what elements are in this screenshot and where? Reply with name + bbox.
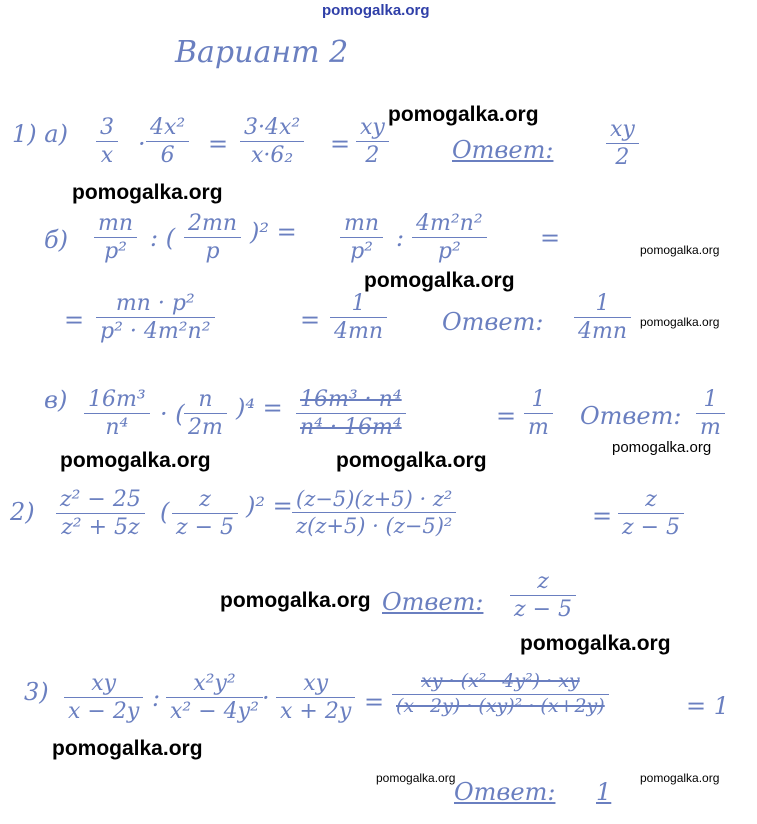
p1c-fraction-3: [296, 388, 406, 439]
multiply-sign: · (: [160, 400, 185, 428]
denominator: x: [100, 143, 114, 169]
p3-fraction-4: [392, 672, 609, 717]
fraction-bar: [330, 317, 387, 318]
fraction-bar: [184, 413, 227, 414]
p1b-fraction-1: [94, 212, 137, 263]
numerator: mn: [344, 211, 380, 236]
equals-sign: =: [496, 402, 517, 430]
denominator: 4mn: [578, 319, 628, 345]
answer-label: Ответ:: [442, 308, 544, 336]
denominator: n⁴: [105, 415, 129, 441]
p1b-fraction-4: [412, 212, 487, 263]
denominator: n⁴ · 16m⁴: [300, 415, 402, 441]
denominator: p²: [350, 239, 373, 265]
numerator: 3·4x²: [244, 115, 301, 140]
p3-result: = 1: [686, 692, 730, 720]
squared-paren: )² =: [246, 492, 293, 520]
numerator: 4m²n²: [416, 211, 483, 236]
denominator: 4mn: [334, 319, 384, 345]
denominator: z − 5: [514, 597, 573, 623]
denominator: p² · 4m²n²: [100, 319, 211, 345]
site-watermark[interactable]: pomogalka.org: [220, 589, 371, 612]
denominator: x·6₂: [251, 143, 294, 169]
problem-1c-label: в): [44, 386, 68, 414]
numerator: 2mn: [188, 211, 238, 236]
numerator: mn: [98, 211, 134, 236]
numerator: (z−5)(z+5) · z²: [296, 487, 453, 511]
numerator: z: [645, 487, 657, 512]
fraction-bar: [340, 237, 383, 238]
numerator: mn · p²: [115, 291, 195, 316]
p3-fraction-2: [166, 672, 263, 723]
numerator: xy · (x²−4y²) · xy: [421, 670, 580, 692]
fraction-bar: [94, 237, 137, 238]
denominator: x − 2y: [68, 699, 140, 725]
site-watermark[interactable]: pomogalka.org: [640, 771, 720, 785]
equals-sign: =: [300, 306, 321, 334]
fraction-bar: [56, 513, 145, 514]
numerator: x²y²: [193, 671, 236, 696]
site-watermark[interactable]: pomogalka.org: [52, 737, 203, 760]
denominator: x + 2y: [280, 699, 352, 725]
fraction-bar: [276, 697, 355, 698]
site-watermark[interactable]: pomogalka.org: [388, 103, 539, 126]
site-watermark[interactable]: pomogalka.org: [364, 269, 515, 292]
p1a-answer: [606, 118, 639, 169]
multiply-sign: ·: [138, 130, 146, 158]
numerator: 1: [703, 387, 718, 412]
p2-fraction-4: [618, 488, 684, 539]
fourth-power-paren: )⁴ =: [236, 394, 283, 422]
p1b-answer: [574, 292, 631, 343]
site-watermark[interactable]: pomogalka.org: [72, 181, 223, 204]
fraction-bar: [240, 141, 304, 142]
denominator: z(z+5) · (z−5)²: [296, 514, 453, 539]
fraction-bar: [618, 513, 684, 514]
equals-sign: =: [330, 130, 351, 158]
numerator: 1: [351, 291, 366, 316]
p2-answer: [510, 570, 576, 621]
equals-sign: =: [64, 306, 85, 334]
p1a-fraction-1: [96, 116, 118, 167]
p1a-fraction-3: [240, 116, 304, 167]
fraction-bar: [166, 697, 263, 698]
fraction-bar: [96, 141, 118, 142]
multiply-sign: ·: [262, 684, 270, 712]
site-watermark[interactable]: pomogalka.org: [640, 315, 720, 329]
variant-title: Вариант 2: [175, 35, 349, 70]
p1b-fraction-6: [330, 292, 387, 343]
fraction-bar: [84, 413, 150, 414]
p1c-fraction-2: [184, 388, 227, 439]
fraction-bar: [696, 413, 725, 414]
site-watermark[interactable]: pomogalka.org: [520, 632, 671, 655]
numerator: xy: [303, 671, 329, 696]
numerator: z: [537, 569, 549, 594]
denominator: 2m: [188, 415, 223, 441]
p1b-fraction-3: [340, 212, 383, 263]
numerator: 16m³ · n⁴: [300, 387, 402, 412]
fraction-bar: [146, 141, 189, 142]
p1c-fraction-4: [524, 388, 553, 439]
divide-sign: :: [152, 684, 161, 712]
denominator: z − 5: [176, 515, 235, 541]
denominator: z² + 5z: [61, 515, 140, 541]
p3-fraction-3: [276, 672, 355, 723]
p1b-fraction-5: [96, 292, 215, 343]
numerator: xy: [360, 115, 385, 140]
p1c-answer: [696, 388, 725, 439]
fraction-bar: [96, 317, 215, 318]
answer-label: Ответ:: [454, 778, 556, 806]
fraction-bar: [510, 595, 576, 596]
p1a-fraction-2: [146, 116, 189, 167]
numerator: z: [199, 487, 211, 512]
squared-paren: )² =: [250, 218, 297, 246]
site-watermark[interactable]: pomogalka.org: [336, 449, 487, 472]
p3-answer: 1: [596, 778, 612, 806]
denominator: 2: [365, 143, 380, 169]
equals-sign: =: [592, 502, 613, 530]
p2-fraction-2: [172, 488, 238, 539]
equals-sign: =: [364, 688, 385, 716]
denominator: p: [205, 239, 220, 265]
p1b-fraction-2: [184, 212, 241, 263]
fraction-bar: [606, 143, 639, 144]
numerator: 4x²: [150, 115, 186, 140]
denominator: m: [700, 415, 721, 441]
equals-sign: =: [208, 130, 229, 158]
divide-sign: : (: [150, 224, 176, 252]
fraction-bar: [172, 513, 238, 514]
paren-open: (: [160, 498, 170, 526]
p1c-fraction-1: [84, 388, 150, 439]
divide-sign: :: [396, 224, 405, 252]
denominator: z − 5: [622, 515, 681, 541]
denominator: p²: [437, 239, 461, 265]
numerator: 16m³: [88, 387, 146, 412]
denominator: m: [528, 415, 549, 441]
numerator: z² − 25: [60, 487, 141, 512]
denominator: x² − 4y²: [170, 699, 259, 725]
fraction-bar: [296, 413, 406, 414]
p1a-fraction-4: [356, 116, 389, 167]
fraction-bar: [574, 317, 631, 318]
problem-2-label: 2): [10, 498, 35, 526]
p2-fraction-1: [56, 488, 145, 539]
problem-1b-label: б): [44, 226, 69, 254]
fraction-bar: [524, 413, 553, 414]
denominator: 2: [615, 145, 630, 171]
numerator: n: [198, 387, 213, 412]
numerator: 3: [100, 115, 114, 140]
site-watermark[interactable]: pomogalka.org: [60, 449, 211, 472]
fraction-bar: [64, 697, 143, 698]
problem-1a-label: 1) а): [12, 120, 68, 148]
numerator: 1: [595, 291, 610, 316]
fraction-bar: [356, 141, 389, 142]
answer-label: Ответ:: [452, 136, 554, 164]
p2-fraction-3: [292, 488, 456, 537]
denominator: p²: [104, 239, 127, 265]
problem-3-label: 3): [24, 678, 49, 706]
fraction-bar: [292, 512, 456, 513]
answer-label: Ответ:: [382, 588, 484, 616]
numerator: xy: [610, 117, 635, 142]
denominator: (x−2y) · (xy)² · (x+2y): [396, 694, 605, 717]
numerator: 1: [531, 387, 546, 412]
site-watermark[interactable]: pomogalka.org: [640, 243, 720, 257]
site-watermark[interactable]: pomogalka.org: [612, 439, 712, 456]
p3-fraction-1: [64, 672, 143, 723]
denominator: 6: [160, 143, 175, 169]
site-watermark[interactable]: pomogalka.org: [376, 771, 456, 785]
answer-label: Ответ:: [580, 402, 682, 430]
numerator: xy: [91, 671, 117, 696]
fraction-bar: [184, 237, 241, 238]
equals-sign: =: [540, 224, 561, 252]
site-watermark-top[interactable]: pomogalka.org: [322, 2, 430, 19]
fraction-bar: [412, 237, 487, 238]
